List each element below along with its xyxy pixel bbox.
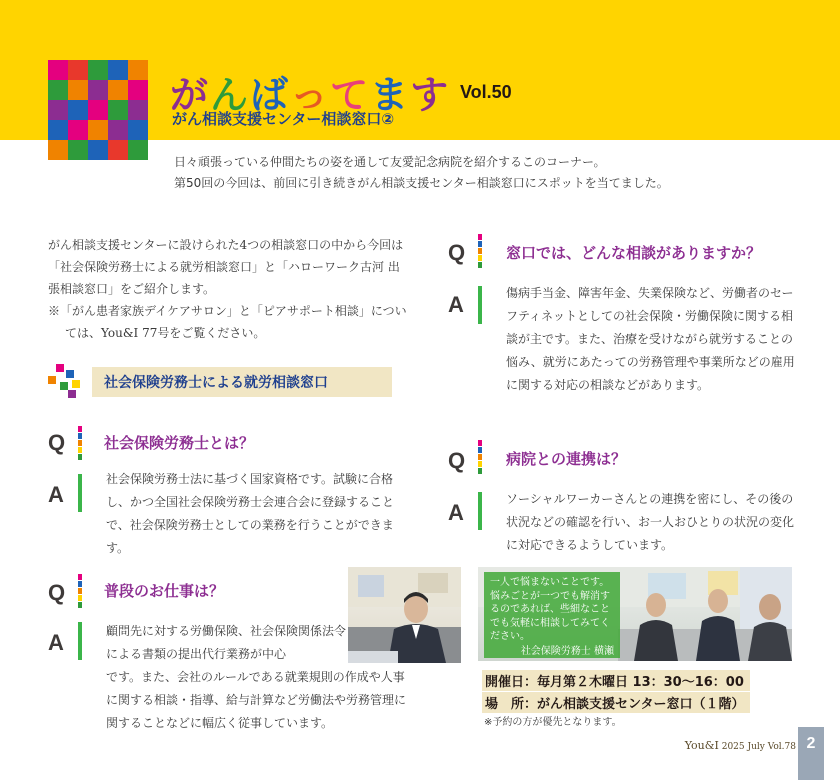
banner-dots-icon <box>46 360 86 400</box>
consultant-photo <box>348 567 461 663</box>
title-char: ば <box>250 73 291 117</box>
a-letter: A <box>448 292 464 317</box>
section-title: 社会保険労務士による就労相談窓口 <box>104 375 328 391</box>
q-bar-segment <box>478 454 482 460</box>
q-bar-segment <box>78 440 82 446</box>
mosaic-tile <box>128 120 148 140</box>
mosaic-tile <box>48 60 68 80</box>
title-char: っ <box>290 73 331 117</box>
schedule-date: 開催日：毎月第２木曜日 13：30〜16：00 <box>482 670 750 691</box>
q-bar-segment <box>478 468 482 474</box>
title-char: が <box>170 73 211 117</box>
a-color-bar <box>478 492 482 530</box>
title-char: ん <box>210 73 251 117</box>
question-3: 窓口では、どんな相談がありますか？ <box>506 244 762 262</box>
q-bar-segment <box>78 588 82 594</box>
mosaic-tile <box>48 140 68 160</box>
q-bar-segment <box>478 255 482 261</box>
q-bar-segment <box>78 574 82 580</box>
message-callout <box>484 572 620 658</box>
q-bar-segment <box>78 595 82 601</box>
a-color-bar <box>78 474 82 512</box>
a-letter: A <box>448 500 464 525</box>
title-char: て <box>330 73 371 117</box>
mosaic-tile <box>108 140 128 160</box>
mosaic-tile <box>68 120 88 140</box>
q-bar-segment <box>78 426 82 432</box>
q-bar-segment <box>478 447 482 453</box>
footer-issue-text: 2025 July Vol.78 <box>721 742 796 752</box>
q-bar-segment <box>478 440 482 446</box>
q-letter: Q <box>48 580 66 605</box>
question-4: 病院との連携は？ <box>506 450 627 468</box>
q-bar-segment <box>478 248 482 254</box>
q-bar-segment <box>78 447 82 453</box>
mosaic-tile <box>128 140 148 160</box>
mosaic-tile <box>88 120 108 140</box>
q-color-bar <box>478 440 482 474</box>
answer-2-part-1: 顧問先に対する労働保険、社会保険関係法令による書類の提出代行業務が中心 <box>106 624 347 661</box>
mosaic-tile <box>108 80 128 100</box>
section-banner <box>46 360 406 404</box>
intro-text <box>174 152 669 194</box>
q-bar-segment <box>78 433 82 439</box>
mosaic-tile <box>88 80 108 100</box>
q-color-bar <box>478 234 482 268</box>
mosaic-tile <box>108 120 128 140</box>
mosaic-tile <box>68 140 88 160</box>
answer-3: 傷病手当金、障害年金、失業保険など、労働者のセーフティネットとしての社会保険・労働保険に関する相談が主です。また、治療を受けながら就労することの悩み、就労にあたっての労務管理や事業所などの雇用に関する対応の相談などがあります。 <box>506 286 795 392</box>
mosaic-tile <box>88 140 108 160</box>
q-letter: Q <box>448 448 466 473</box>
mosaic-tile <box>128 80 148 100</box>
intro-line-2: 第50回の今回は、前回に引き続きがん相談支援センター相談窓口にスポットを当てました。 <box>174 176 669 190</box>
mosaic-tile <box>48 100 68 120</box>
mosaic-tile <box>128 60 148 80</box>
lead-note: ※「がん患者家族デイケアサロン」と「ピアサポート相談」については、You&I 77号をご覧ください。 <box>48 304 407 340</box>
q-bar-segment <box>478 241 482 247</box>
q-letter: Q <box>448 240 466 265</box>
a-letter: A <box>48 630 64 655</box>
mosaic-tile <box>68 100 88 120</box>
title-char: す <box>410 73 451 117</box>
page-number: 2 <box>798 727 824 780</box>
volume-label: Vol.50 <box>460 82 512 102</box>
mosaic-tile <box>48 120 68 140</box>
q-letter: Q <box>48 430 66 455</box>
mosaic-logo <box>48 60 148 160</box>
lead-text: がん相談支援センターに設けられた4つの相談窓口の中から今回は「社会保険労務士による就労相談窓口」と「ハローワーク古河 出張相談窓口」をご紹介します。 <box>48 238 404 296</box>
reservation-note: ※予約の方が優先となります。 <box>484 717 622 728</box>
schedule-place: 場 所：がん相談支援センター窓口（１階） <box>482 692 750 713</box>
q-color-bar <box>78 426 82 460</box>
q-bar-segment <box>78 602 82 608</box>
corner-subtitle: がん相談支援センター相談窓口② <box>172 110 395 128</box>
answer-1: 社会保険労務士法に基づく国家資格です。試験に合格し、かつ全国社会保険労務士会連合会に登録することで、社会保険労務士としての業務を行うことができます。 <box>106 472 395 555</box>
a-letter: A <box>48 482 64 507</box>
question-1: 社会保険労務士とは？ <box>104 434 255 452</box>
q-color-bar <box>78 574 82 608</box>
intro-line-1: 日々頑張っている仲間たちの姿を通して友愛記念病院を紹介するこのコーナー。 <box>174 155 606 169</box>
q-bar-segment <box>478 234 482 240</box>
mosaic-tile <box>88 60 108 80</box>
mosaic-tile <box>88 100 108 120</box>
q-bar-segment <box>78 581 82 587</box>
answer-2-part-2: です。また、会社のルールである就業規則の作成や人事に関する相談・指導、給与計算など労働法や労務管理に関することなどに幅広く従事しています。 <box>106 670 407 730</box>
a-color-bar <box>478 286 482 324</box>
q-bar-segment <box>478 461 482 467</box>
callout-signature: 社会保険労務士 横瀬 <box>520 645 614 657</box>
footer-issue <box>685 739 796 752</box>
mosaic-tile <box>108 100 128 120</box>
footer-logo: You&I <box>684 739 719 752</box>
mosaic-tile <box>108 60 128 80</box>
callout-message: 一人で悩まないことです。悩みごとが一つでも解消するのであれば、些細なことでも気軽に相談してみてください。 <box>490 577 610 642</box>
a-color-bar <box>78 622 82 660</box>
mosaic-tile <box>48 80 68 100</box>
q-bar-segment <box>78 454 82 460</box>
mosaic-tile <box>68 80 88 100</box>
answer-4: ソーシャルワーカーさんとの連携を密にし、その後の状況などの確認を行い、お一人おひとりの状況の変化に対応できるようしています。 <box>506 492 795 552</box>
mosaic-tile <box>68 60 88 80</box>
mosaic-tile <box>128 100 148 120</box>
question-2: 普段のお仕事は？ <box>104 582 225 600</box>
title-char: ま <box>370 73 411 117</box>
lead-paragraph <box>48 234 408 344</box>
q-bar-segment <box>478 262 482 268</box>
